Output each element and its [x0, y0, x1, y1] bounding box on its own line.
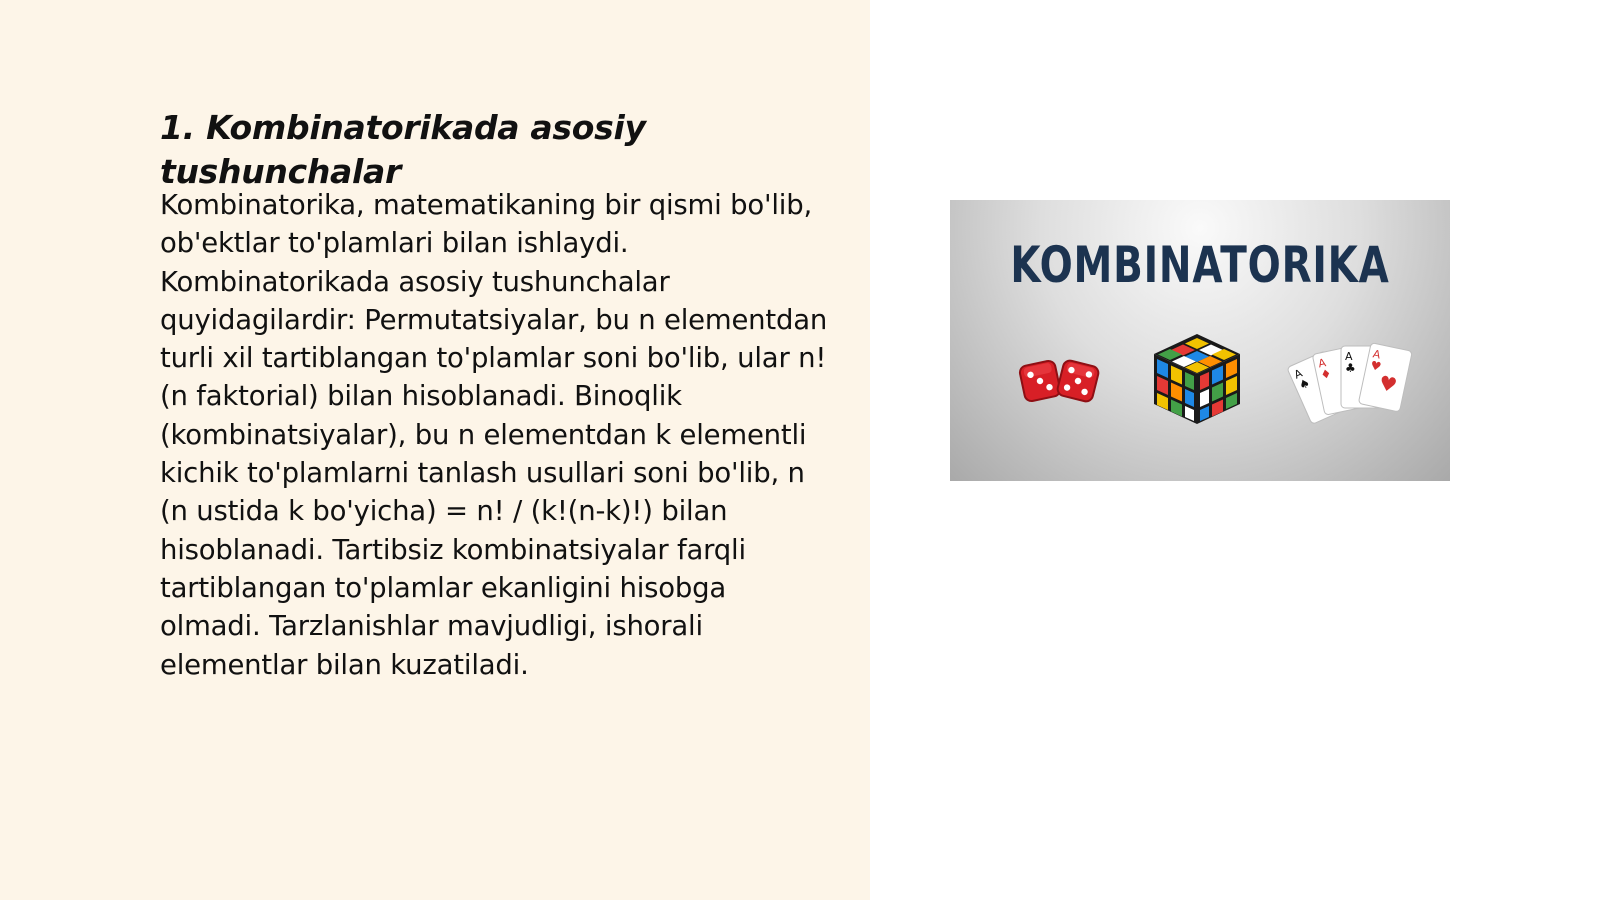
svg-text:♦: ♦	[1319, 366, 1333, 383]
svg-text:♥: ♥	[1376, 370, 1400, 398]
slide-title: 1. Kombinatorikada asosiy tushunchalar	[160, 108, 646, 191]
svg-text:A: A	[1316, 356, 1328, 371]
playing-cards-icon	[1292, 332, 1425, 432]
dice-icon	[1018, 355, 1102, 405]
svg-text:A: A	[1371, 347, 1382, 362]
svg-text:♣: ♣	[1345, 361, 1356, 375]
combinatorics-image	[950, 200, 1450, 481]
svg-text:♠: ♠	[1296, 375, 1313, 393]
svg-text:A: A	[1292, 366, 1305, 382]
svg-text:♥: ♥	[1369, 358, 1383, 375]
svg-text:A: A	[1345, 350, 1353, 363]
slide-body-text: Kombinatorika, matematikaning bir qismi bo'lib, ob'ektlar to'plamlari bilan ishlaydi. Kombinatorikada asosiy tushunchalar quyidagilardir: Permutatsiyalar, bu n elementdan turli xil tartiblangan to'plamlar soni bo'lib, ular n! (n faktorial) bilan hisoblanadi. Binoqlik (kombinatsiyalar), bu n elementdan k elementli kichik to'plamlarni tanlash usullari soni bo'lib, n (n ustida k bo'yicha) = n! / (k!(n-k)!) bilan hisoblanadi. Tartibsiz kombinatsiyalar farqli tartiblangan to'plamlar ekanligini hisobga olmadi. Tarzlanishlar mavjudligi, ishorali elementlar bilan kuzatiladi.	[160, 189, 828, 681]
rubiks-cube-icon	[1150, 330, 1244, 428]
image-title: KOMBINATORIKA	[1010, 236, 1390, 294]
